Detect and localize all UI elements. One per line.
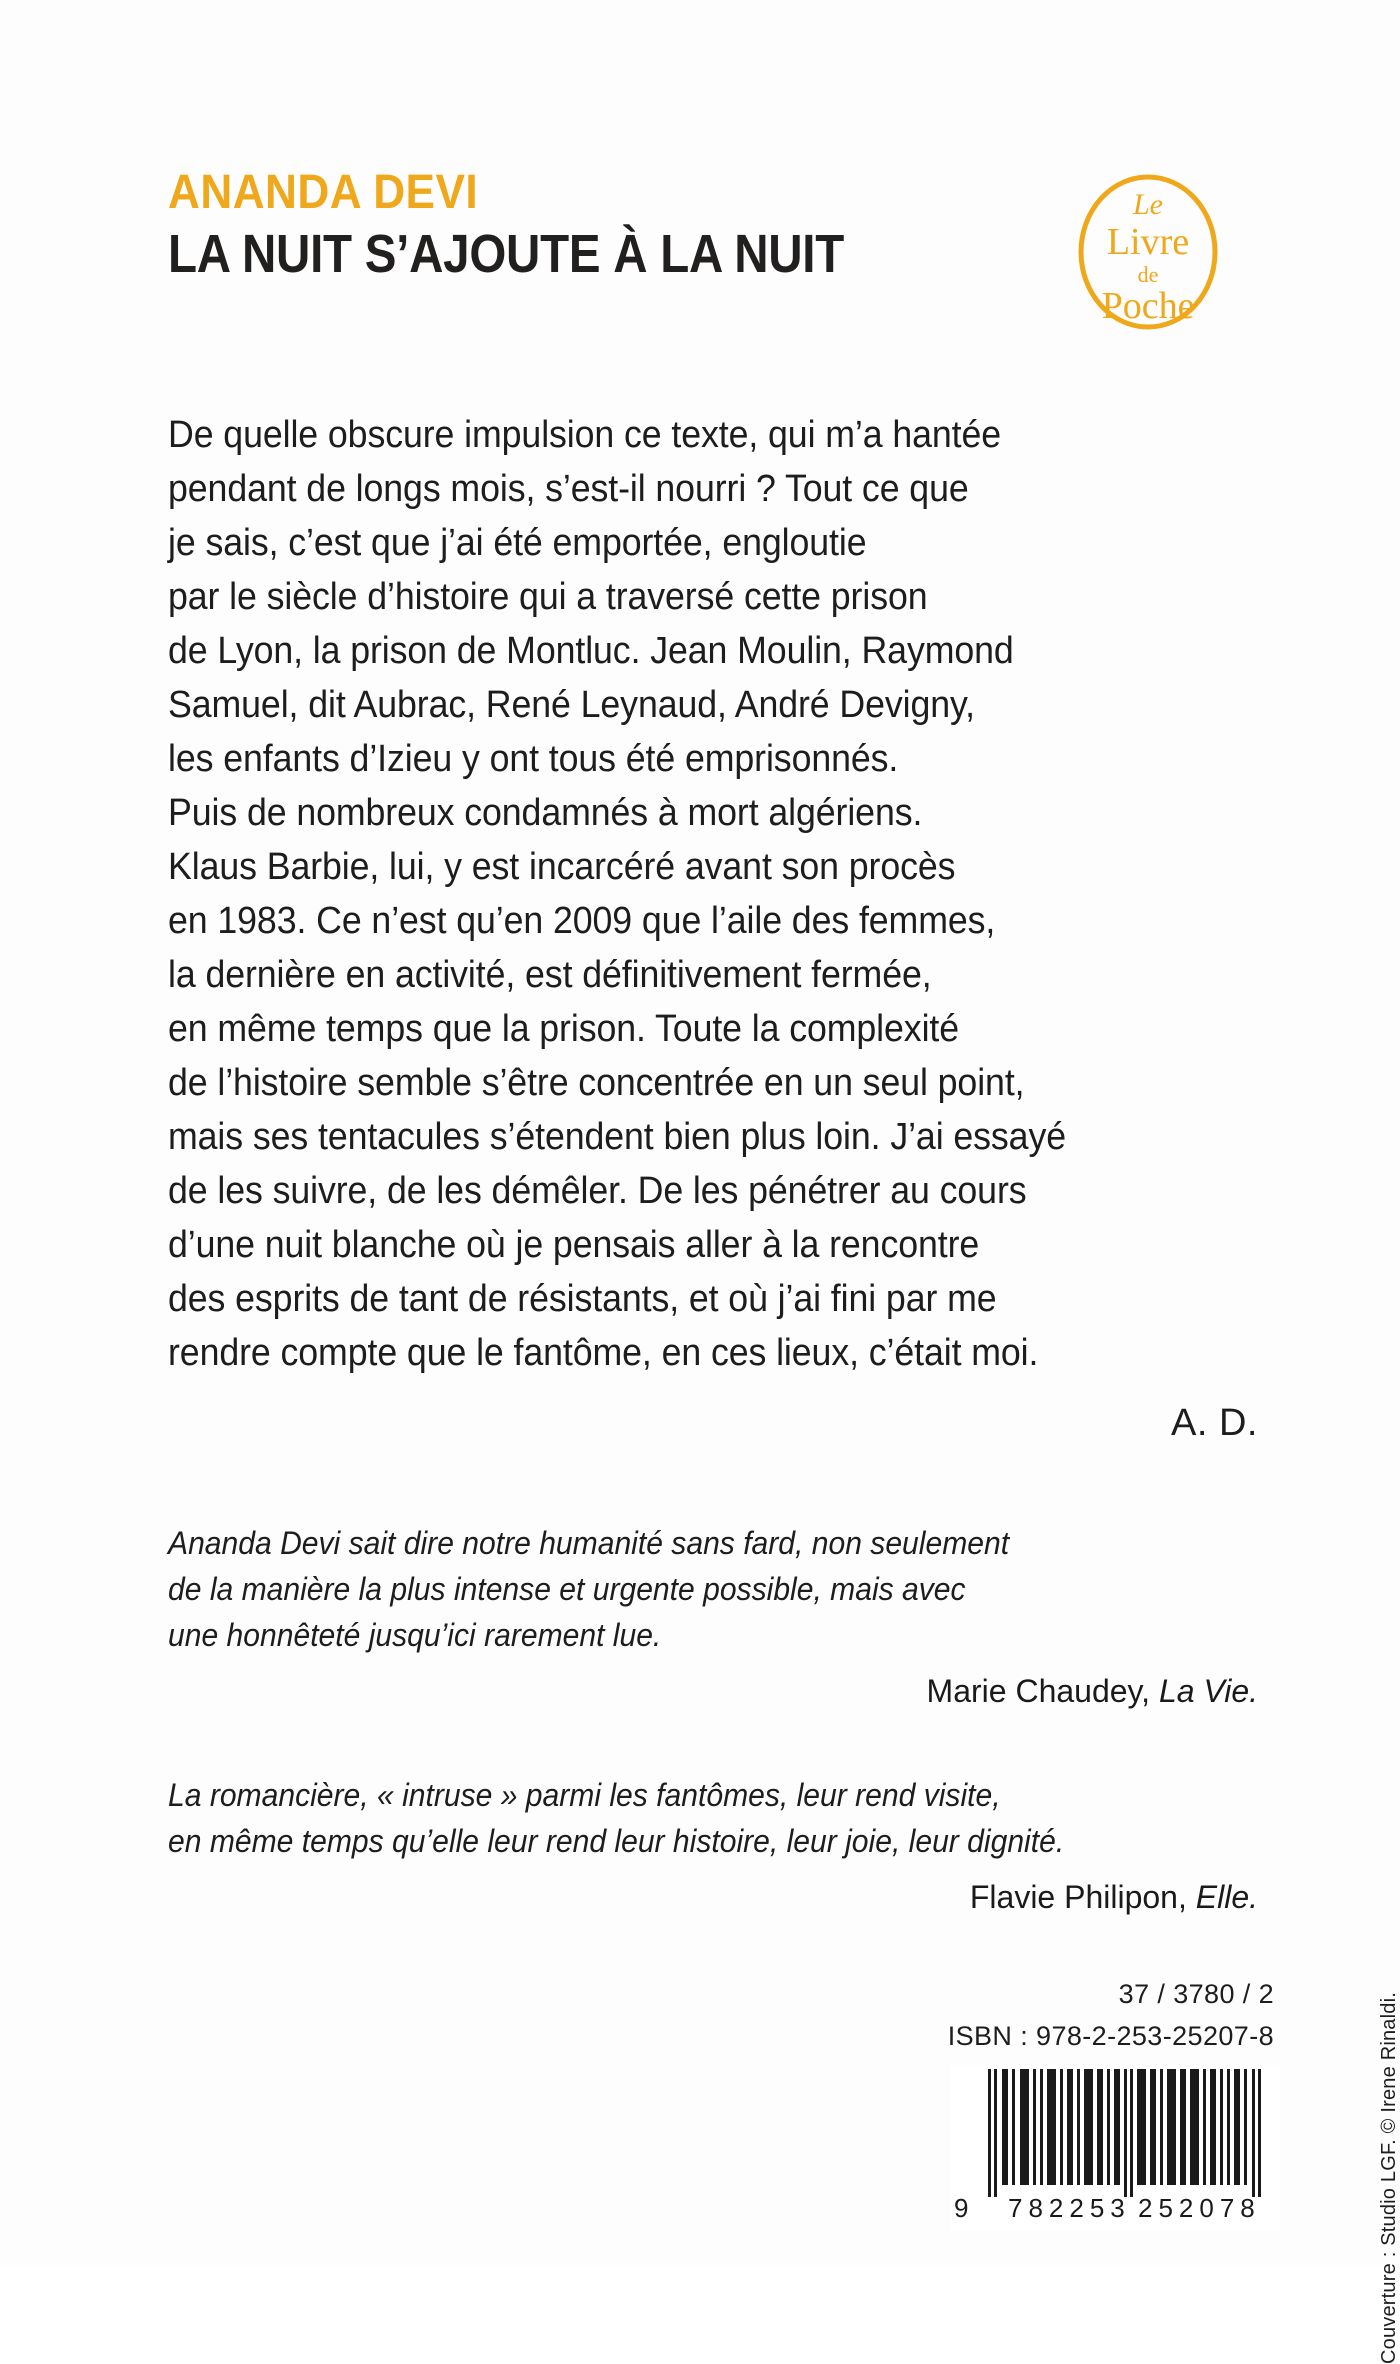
barcode-right-group: 252078 [1138, 2193, 1261, 2223]
catalogue-reference: 37 / 3780 / 2 [1118, 1979, 1274, 2009]
press-quote-text [168, 1520, 1278, 1658]
logo-line-le: Le [1133, 188, 1163, 221]
blurb-line: en 1983. Ce n’est qu’en 2009 que l’aile des femmes, [168, 900, 996, 942]
blurb-line: De quelle obscure impulsion ce texte, qui m’a hantée [168, 414, 1002, 456]
author-name: ANANDA DEVI [168, 166, 479, 219]
author-signature: A. D. [1171, 1402, 1258, 1444]
logo-line-de: de [1137, 262, 1159, 287]
quote-line: Ananda Devi sait dire notre humanité sans fard, non seulement [168, 1525, 1010, 1561]
blurb-line: Samuel, dit Aubrac, René Leynaud, André Devigny, [168, 684, 975, 726]
livre-de-poche-logo [1073, 172, 1223, 332]
blurb-line: des esprits de tant de résistants, et où j’ai fini par me [168, 1278, 997, 1320]
publication-name: La Vie. [1158, 1673, 1258, 1709]
blurb-line: en même temps que la prison. Toute la complexité [168, 1008, 960, 1050]
blurb-line: de les suivre, de les démêler. De les pénétrer au cours [168, 1170, 1027, 1212]
press-quotes [168, 1520, 1278, 1978]
book-title: LA NUIT S’AJOUTE À LA NUIT [168, 223, 845, 284]
logo-line-livre: Livre [1106, 221, 1190, 263]
blurb-line: par le siècle d’histoire qui a traversé cette prison [168, 576, 928, 618]
blurb-line: pendant de longs mois, s’est-il nourri ? Tout ce que [168, 468, 969, 510]
quote-line: de la manière la plus intense et urgente possible, mais avec [168, 1571, 966, 1607]
critic-name: Marie Chaudey, [926, 1673, 1151, 1709]
blurb-line: mais ses tentacules s’étendent bien plus loin. J’ai essayé [168, 1116, 1066, 1158]
press-quote-attribution [168, 1668, 1278, 1714]
barcode-lead-digit: 9 [954, 2193, 969, 2223]
quote-line: en même temps qu’elle leur rend leur histoire, leur joie, leur dignité. [168, 1823, 1065, 1859]
press-quote [168, 1520, 1278, 1714]
barcode-left-group: 782253 [1008, 2193, 1131, 2223]
press-quote-text [168, 1772, 1278, 1864]
quote-line: une honnêteté jusqu’ici rarement lue. [168, 1617, 662, 1653]
blurb-line: d’une nuit blanche où je pensais aller à la rencontre [168, 1224, 980, 1266]
quote-line: La romancière, « intruse » parmi les fantômes, leur rend visite, [168, 1777, 1001, 1813]
press-quote-attribution [168, 1874, 1278, 1920]
blurb-line: de l’histoire semble s’être concentrée en un seul point, [168, 1062, 1025, 1104]
blurb-line: rendre compte que le fantôme, en ces lieux, c’était moi. [168, 1332, 1039, 1374]
logo-line-poche: Poche [1101, 285, 1195, 327]
publication-name: Elle. [1195, 1879, 1258, 1915]
blurb-line: je sais, c’est que j’ai été emportée, engloutie [168, 522, 867, 564]
cover-footer [714, 1975, 1274, 2055]
isbn-number: ISBN : 978-2-253-25207-8 [947, 2021, 1274, 2051]
blurb-line: Klaus Barbie, lui, y est incarcéré avant son procès [168, 846, 956, 888]
blurb-line: de Lyon, la prison de Montluc. Jean Moulin, Raymond [168, 630, 1014, 672]
blurb-line: Puis de nombreux condamnés à mort algériens. [168, 792, 923, 834]
press-quote [168, 1772, 1278, 1920]
cover-credit: Couverture : Studio LGF. © Irene Rinaldi. [1378, 1992, 1400, 2364]
ean13-barcode [950, 2065, 1280, 2230]
critic-name: Flavie Philipon, [969, 1879, 1187, 1915]
blurb-line: la dernière en activité, est définitivement fermée, [168, 954, 932, 996]
blurb-line: les enfants d’Izieu y ont tous été emprisonnés. [168, 738, 899, 780]
blurb-text [168, 408, 1278, 1450]
